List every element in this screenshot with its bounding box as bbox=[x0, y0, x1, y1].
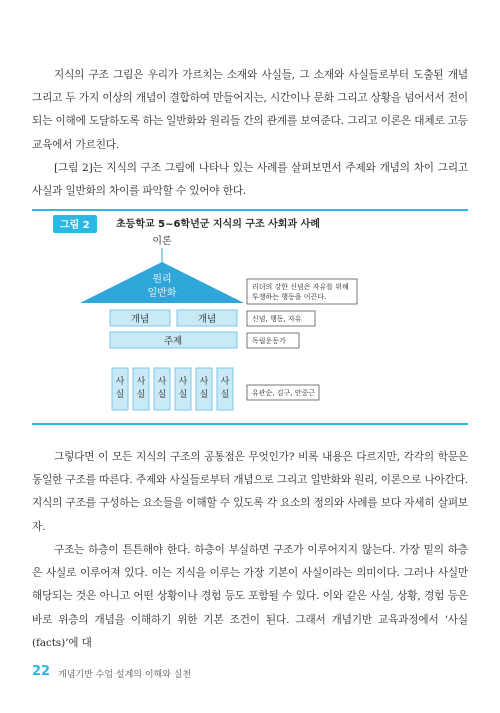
page-number: 22 bbox=[32, 664, 51, 679]
fact-columns bbox=[112, 368, 233, 410]
fact-label-5b: 실 bbox=[199, 390, 209, 400]
fact-label-4b: 실 bbox=[178, 390, 188, 400]
figure-bottom-rule bbox=[32, 423, 468, 425]
concept-label-1: 개념 bbox=[130, 314, 150, 325]
fact-label-1b: 실 bbox=[115, 390, 125, 400]
theory-label: 이론 bbox=[152, 236, 172, 247]
body-paragraph-1: 지식의 구조 그림은 우리가 가르치는 소재와 사실들, 그 소재와 사실들로부터 도출된 개념 그리고 두 가지 이상의 개념이 결합하여 만들어지는, 시간이나 문화 그리고 상황을 넘어서서 전이되는 이해에 도달하도록 하는 일반화와 원리들 간의 관계를 보여준다. 그리고 이론은 대체로 고등교육에서 가르친다. bbox=[32, 69, 468, 151]
fact-box-5 bbox=[196, 368, 212, 410]
topic-label: 주제 bbox=[163, 336, 183, 347]
fact-label-6b: 실 bbox=[220, 390, 230, 400]
fact-label-1a: 사 bbox=[115, 377, 125, 387]
figure-badge: 그림 2 bbox=[53, 215, 97, 233]
fact-label-5a: 사 bbox=[199, 377, 209, 387]
fact-label-6a: 사 bbox=[220, 377, 230, 387]
example-facts-text: 유관순, 김구, 안중근 bbox=[252, 389, 315, 397]
fact-label-3a: 사 bbox=[157, 377, 167, 387]
example-generalization-line1: 리더의 강한 신념은 자유를 위해 bbox=[252, 283, 349, 291]
principle-label: 원리 bbox=[152, 274, 172, 285]
fact-label-2b: 실 bbox=[136, 390, 146, 400]
body-paragraph-4: 구조는 하층이 튼튼해야 한다. 하층이 부실하면 구조가 이루어지지 않는다. 가장 밑의 하층은 사실로 이루어져 있다. 이는 지식을 이루는 가장 기본이 사실이라는 의미이다. 그러나 사실만 해당되는 것은 아니고 어떤 상황이나 경험 등도 포함될 수 있다. 이와 같은 사실, 상황, 경험 등은 바로 위층의 개념을 이해하기 위한 기본 조건이 된다. 그래서 개념기반 교육과정에서 ‘사실(facts)’에 대 bbox=[32, 544, 468, 649]
example-topic-text: 독립운동가 bbox=[252, 337, 286, 345]
fact-box-3 bbox=[154, 368, 170, 410]
fact-box-2 bbox=[133, 368, 149, 410]
figure-title: 초등학교 5~6학년군 지식의 구조 사회과 사례 bbox=[116, 219, 320, 230]
generalization-label: 일반화 bbox=[147, 288, 177, 299]
body-paragraph-2: [그림 2]는 지식의 구조 그림에 나타나 있는 사례를 살펴보면서 주제와 개념의 차이 그리고 사실과 일반화의 차이를 파악할 수 있어야 한다. bbox=[32, 162, 468, 198]
example-generalization-line2: 투쟁하는 행동을 이끈다. bbox=[252, 293, 327, 301]
fact-label-3b: 실 bbox=[157, 390, 167, 400]
fact-box-6 bbox=[217, 368, 233, 410]
concept-label-2: 개념 bbox=[197, 314, 217, 325]
fact-box-4 bbox=[175, 368, 191, 410]
fact-label-4a: 사 bbox=[178, 377, 188, 387]
fact-label-2a: 사 bbox=[136, 377, 146, 387]
fact-box-1 bbox=[112, 368, 128, 410]
running-footer-title: 개념기반 수업 설계의 이해와 실천 bbox=[58, 670, 192, 680]
example-concepts-text: 신념, 행동, 자유 bbox=[252, 315, 302, 323]
body-paragraph-3: 그렇다면 이 모든 지식의 구조의 공통점은 무엇인가? 비록 내용은 다르지만, 각각의 학문은 동일한 구조를 따른다. 주제와 사실들로부터 개념으로 그리고 일반화와 원리, 이론으로 나아간다. 지식의 구조를 구성하는 요소들을 이해할 수 있도록 각 요소의 정의와 사례를 보다 자세히 살펴보자. bbox=[32, 451, 468, 533]
